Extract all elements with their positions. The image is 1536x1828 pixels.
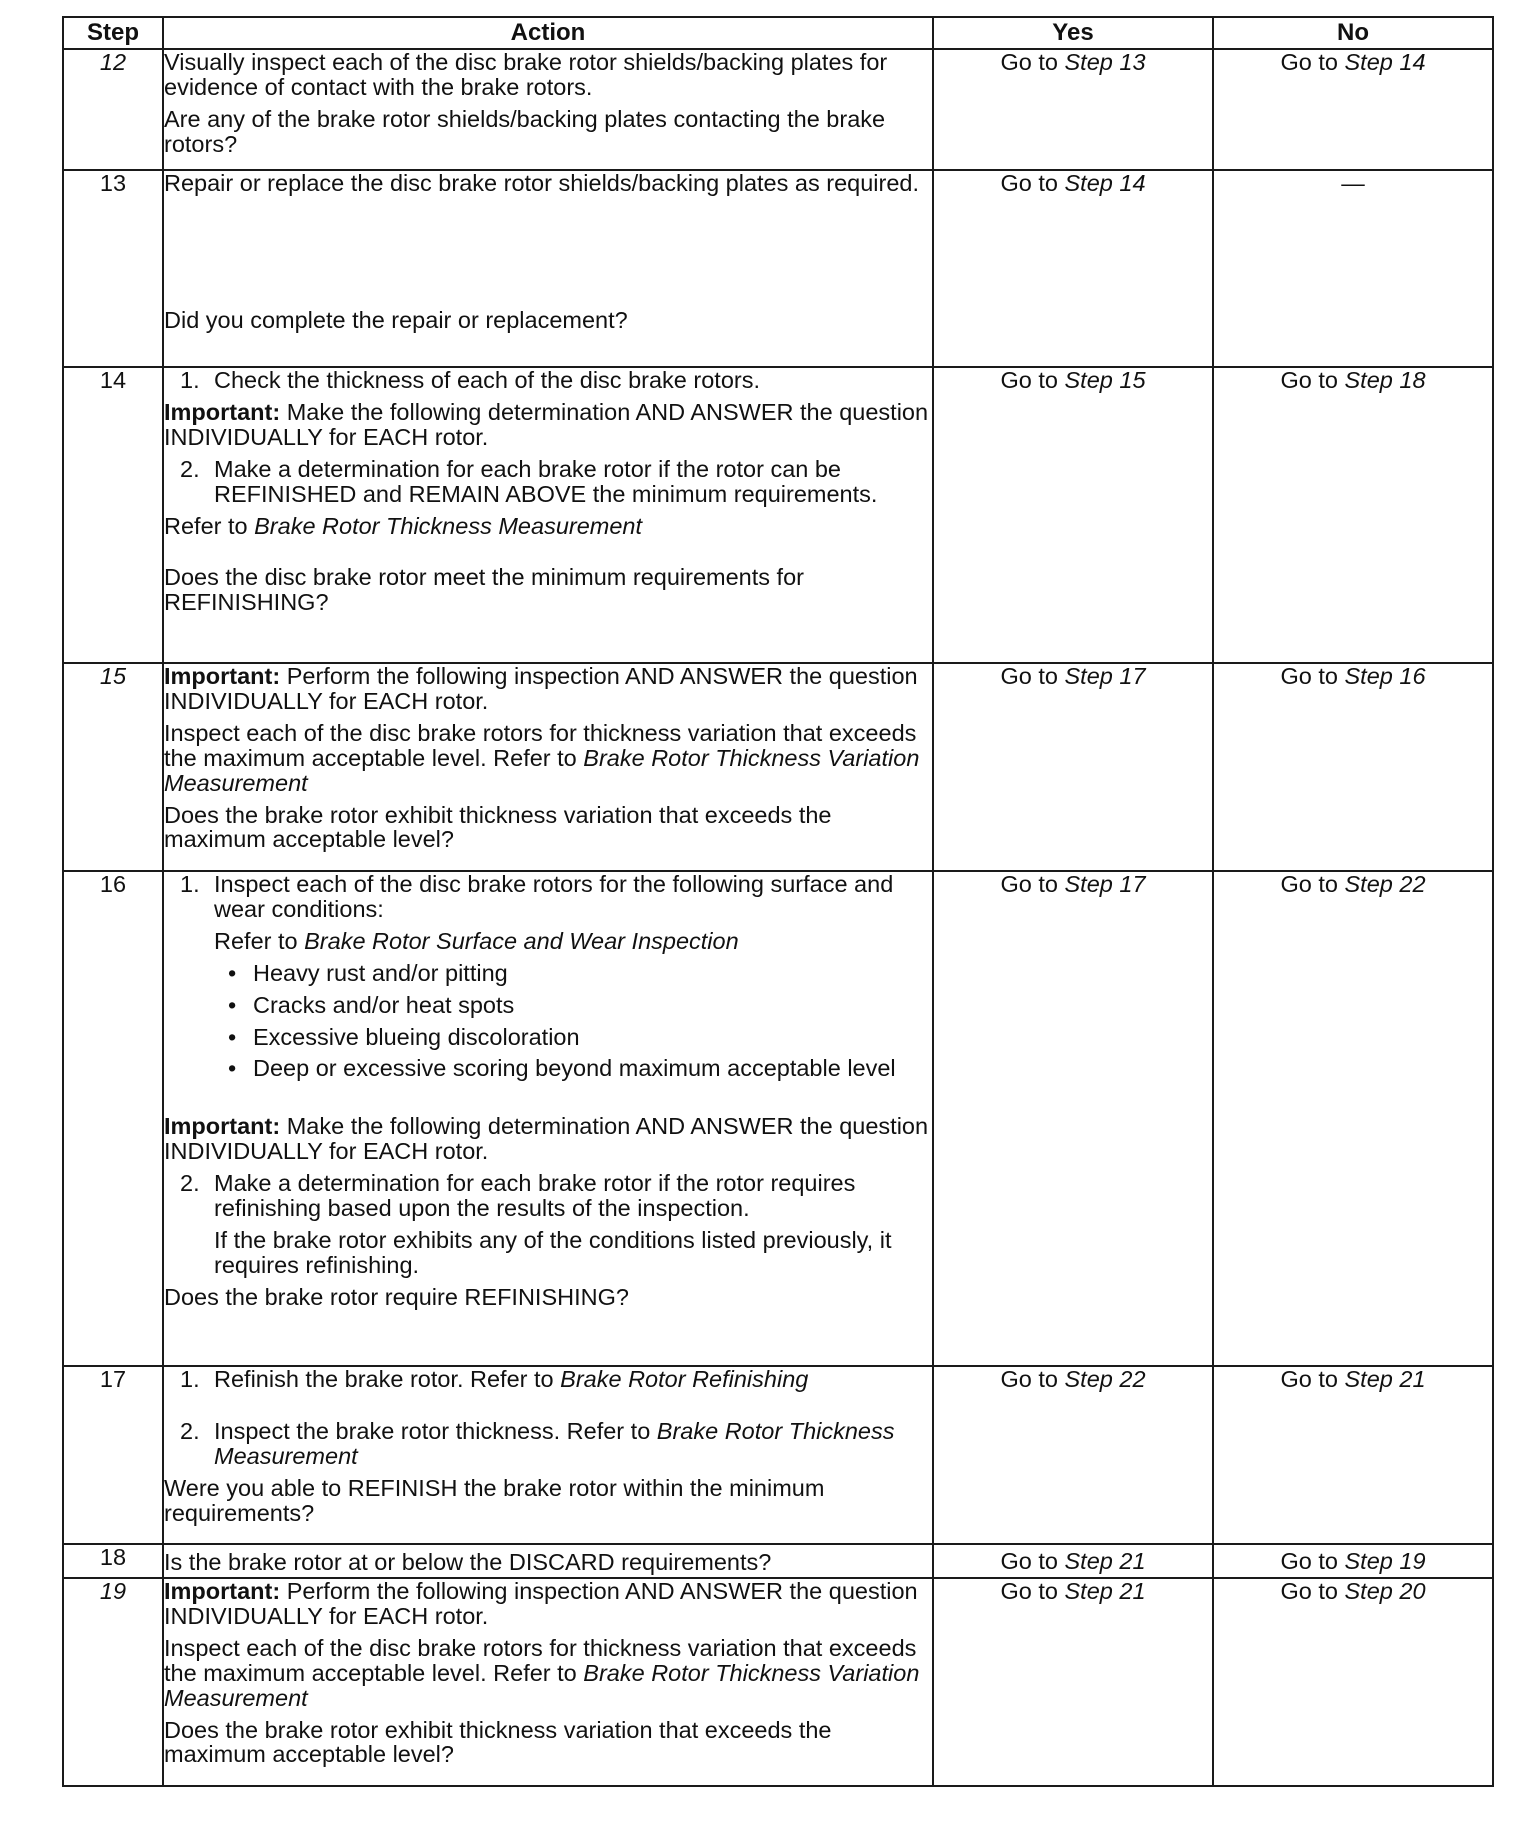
action-question: Did you complete the repair or replacement? bbox=[164, 306, 628, 333]
action-cell bbox=[163, 367, 933, 663]
go-to-label: Go to bbox=[1000, 1547, 1058, 1574]
no-step-link[interactable]: Step 14 bbox=[1344, 49, 1426, 75]
bullet-item: • Heavy rust and/or pitting bbox=[228, 959, 508, 986]
no-cell bbox=[1213, 663, 1493, 871]
important-note: Important: Perform the following inspection AND ANSWER the question INDIVIDUALLY for EACH rotor. bbox=[164, 1578, 918, 1629]
no-cell bbox=[1213, 367, 1493, 663]
step-number: 16 bbox=[63, 871, 163, 1366]
go-to-label: Go to bbox=[1280, 663, 1338, 689]
yes-cell bbox=[933, 1544, 1213, 1578]
numbered-item: 2. Inspect the brake rotor thickness. Refer to Brake Rotor Thickness Measurement bbox=[180, 1417, 895, 1469]
diagnostic-table bbox=[62, 16, 1494, 1787]
table-row bbox=[63, 170, 1493, 367]
action-text: Inspect each of the disc brake rotors for thickness variation that exceeds the maximum acceptable level. Refer to Brake Rotor Thickness Variation Measurement bbox=[164, 719, 920, 796]
action-cell bbox=[163, 170, 933, 367]
table-row bbox=[63, 663, 1493, 871]
step-number: 17 bbox=[63, 1366, 163, 1544]
header-action: Action bbox=[163, 17, 933, 49]
reference: Refer to Brake Rotor Thickness Measurement bbox=[164, 512, 643, 539]
go-to-label: Go to bbox=[1280, 1366, 1338, 1392]
yes-cell bbox=[933, 1366, 1213, 1544]
go-to-label: Go to bbox=[1000, 871, 1058, 897]
action-question: Are any of the brake rotor shields/backing plates contacting the brake rotors? bbox=[164, 105, 886, 157]
action-cell bbox=[163, 1544, 933, 1578]
yes-cell bbox=[933, 663, 1213, 871]
step-number: 12 bbox=[63, 49, 163, 170]
no-cell bbox=[1213, 1366, 1493, 1544]
action-question: Does the brake rotor exhibit thickness variation that exceeds the maximum acceptable level? bbox=[164, 1716, 832, 1768]
action-text: Repair or replace the disc brake rotor shields/backing plates as required. bbox=[164, 170, 920, 196]
go-to-label: Go to bbox=[1000, 1366, 1058, 1392]
numbered-item: 2. Make a determination for each brake rotor if the rotor requires refinishing based upon the results of the inspection. bbox=[180, 1170, 856, 1222]
action-question: Does the brake rotor require REFINISHING? bbox=[164, 1283, 629, 1310]
go-to-label: Go to bbox=[1000, 1578, 1058, 1604]
bullet-item: • Deep or excessive scoring beyond maximum acceptable level bbox=[228, 1055, 896, 1082]
action-cell bbox=[163, 663, 933, 871]
action-cell bbox=[163, 1366, 933, 1544]
table-row bbox=[63, 871, 1493, 1366]
action-cell bbox=[163, 1578, 933, 1786]
numbered-item: 1. Refinish the brake rotor. Refer to Brake Rotor Refinishing bbox=[180, 1366, 809, 1392]
no-step-link[interactable]: Step 21 bbox=[1344, 1366, 1426, 1392]
yes-step-link[interactable]: Step 21 bbox=[1064, 1578, 1146, 1604]
no-cell bbox=[1213, 49, 1493, 170]
go-to-label: Go to bbox=[1000, 49, 1058, 75]
no-step-link[interactable]: Step 22 bbox=[1344, 871, 1426, 897]
reference-link[interactable]: Brake Rotor Thickness Variation Measurement bbox=[164, 1659, 920, 1711]
no-cell bbox=[1213, 871, 1493, 1366]
yes-step-link[interactable]: Step 22 bbox=[1064, 1366, 1146, 1392]
reference: Refer to Brake Rotor Surface and Wear Inspection bbox=[214, 927, 739, 954]
action-question: Were you able to REFINISH the brake rotor within the minimum requirements? bbox=[164, 1474, 825, 1526]
yes-step-link[interactable]: Step 14 bbox=[1064, 170, 1146, 196]
no-cell bbox=[1213, 1578, 1493, 1786]
reference-link[interactable]: Brake Rotor Surface and Wear Inspection bbox=[304, 927, 739, 954]
yes-cell bbox=[933, 1578, 1213, 1786]
step-number: 18 bbox=[63, 1544, 163, 1578]
table-row bbox=[63, 1366, 1493, 1544]
go-to-label: Go to bbox=[1280, 49, 1338, 75]
no-step-link[interactable]: Step 16 bbox=[1344, 663, 1426, 689]
reference-link[interactable]: Brake Rotor Thickness Measurement bbox=[254, 512, 643, 539]
yes-cell bbox=[933, 49, 1213, 170]
no-step-link[interactable]: Step 19 bbox=[1344, 1547, 1426, 1574]
go-to-label: Go to bbox=[1000, 170, 1058, 196]
action-question: Is the brake rotor at or below the DISCARD requirements? bbox=[164, 1548, 772, 1575]
step-number: 15 bbox=[63, 663, 163, 871]
important-note: Important: Make the following determination AND ANSWER the question INDIVIDUALLY for EACH rotor. bbox=[164, 1113, 929, 1165]
important-note: Important: Perform the following inspection AND ANSWER the question INDIVIDUALLY for EACH rotor. bbox=[164, 663, 918, 714]
header-yes: Yes bbox=[933, 17, 1213, 49]
go-to-label: Go to bbox=[1280, 1578, 1338, 1604]
table-row bbox=[63, 1578, 1493, 1786]
yes-step-link[interactable]: Step 17 bbox=[1064, 663, 1146, 689]
yes-step-link[interactable]: Step 13 bbox=[1064, 49, 1146, 75]
reference-link[interactable]: Brake Rotor Thickness Measurement bbox=[214, 1417, 895, 1469]
action-text: Visually inspect each of the disc brake rotor shields/backing plates for evidence of contact with the brake rotors. bbox=[164, 49, 888, 100]
numbered-item: 2. Make a determination for each brake rotor if the rotor can be REFINISHED and REMAIN ABOVE the minimum requirements. bbox=[180, 455, 878, 507]
step-number: 13 bbox=[63, 170, 163, 367]
yes-step-link[interactable]: Step 17 bbox=[1064, 871, 1146, 897]
no-cell: — bbox=[1213, 170, 1493, 367]
table-row bbox=[63, 49, 1493, 170]
reference-link[interactable]: Brake Rotor Thickness Variation Measurement bbox=[164, 744, 920, 796]
no-step-link[interactable]: Step 20 bbox=[1344, 1578, 1426, 1604]
go-to-label: Go to bbox=[1280, 367, 1338, 393]
go-to-label: Go to bbox=[1280, 871, 1338, 897]
yes-cell bbox=[933, 367, 1213, 663]
yes-cell bbox=[933, 170, 1213, 367]
important-note: Important: Make the following determination AND ANSWER the question INDIVIDUALLY for EACH rotor. bbox=[164, 398, 929, 450]
bullet-item: • Cracks and/or heat spots bbox=[228, 991, 515, 1018]
action-cell bbox=[163, 49, 933, 170]
numbered-item: 1. Check the thickness of each of the disc brake rotors. bbox=[180, 367, 760, 393]
bullet-item: • Excessive blueing discoloration bbox=[228, 1023, 580, 1050]
header-no: No bbox=[1213, 17, 1493, 49]
numbered-item: 1. Inspect each of the disc brake rotors for the following surface and wear conditions: bbox=[180, 871, 894, 922]
reference-link[interactable]: Brake Rotor Refinishing bbox=[560, 1366, 809, 1392]
action-cell bbox=[163, 871, 933, 1366]
table-row bbox=[63, 367, 1493, 663]
go-to-label: Go to bbox=[1280, 1547, 1338, 1574]
step-number: 19 bbox=[63, 1578, 163, 1786]
go-to-label: Go to bbox=[1000, 367, 1058, 393]
yes-step-link[interactable]: Step 15 bbox=[1064, 367, 1146, 393]
no-step-link[interactable]: Step 18 bbox=[1344, 367, 1426, 393]
action-text: Inspect each of the disc brake rotors for thickness variation that exceeds the maximum acceptable level. Refer to Brake Rotor Thickness Variation Measurement bbox=[164, 1634, 920, 1711]
action-question: Does the disc brake rotor meet the minimum requirements for REFINISHING? bbox=[164, 564, 804, 616]
table-row bbox=[63, 1544, 1493, 1578]
yes-cell bbox=[933, 871, 1213, 1366]
go-to-label: Go to bbox=[1000, 663, 1058, 689]
step-number: 14 bbox=[63, 367, 163, 663]
action-question: Does the brake rotor exhibit thickness variation that exceeds the maximum acceptable level? bbox=[164, 801, 832, 853]
no-cell bbox=[1213, 1544, 1493, 1578]
header-step: Step bbox=[63, 17, 163, 49]
action-text: If the brake rotor exhibits any of the conditions listed previously, it requires refinishing. bbox=[214, 1226, 892, 1278]
yes-step-link[interactable]: Step 21 bbox=[1064, 1547, 1146, 1574]
header-row bbox=[63, 17, 1493, 49]
